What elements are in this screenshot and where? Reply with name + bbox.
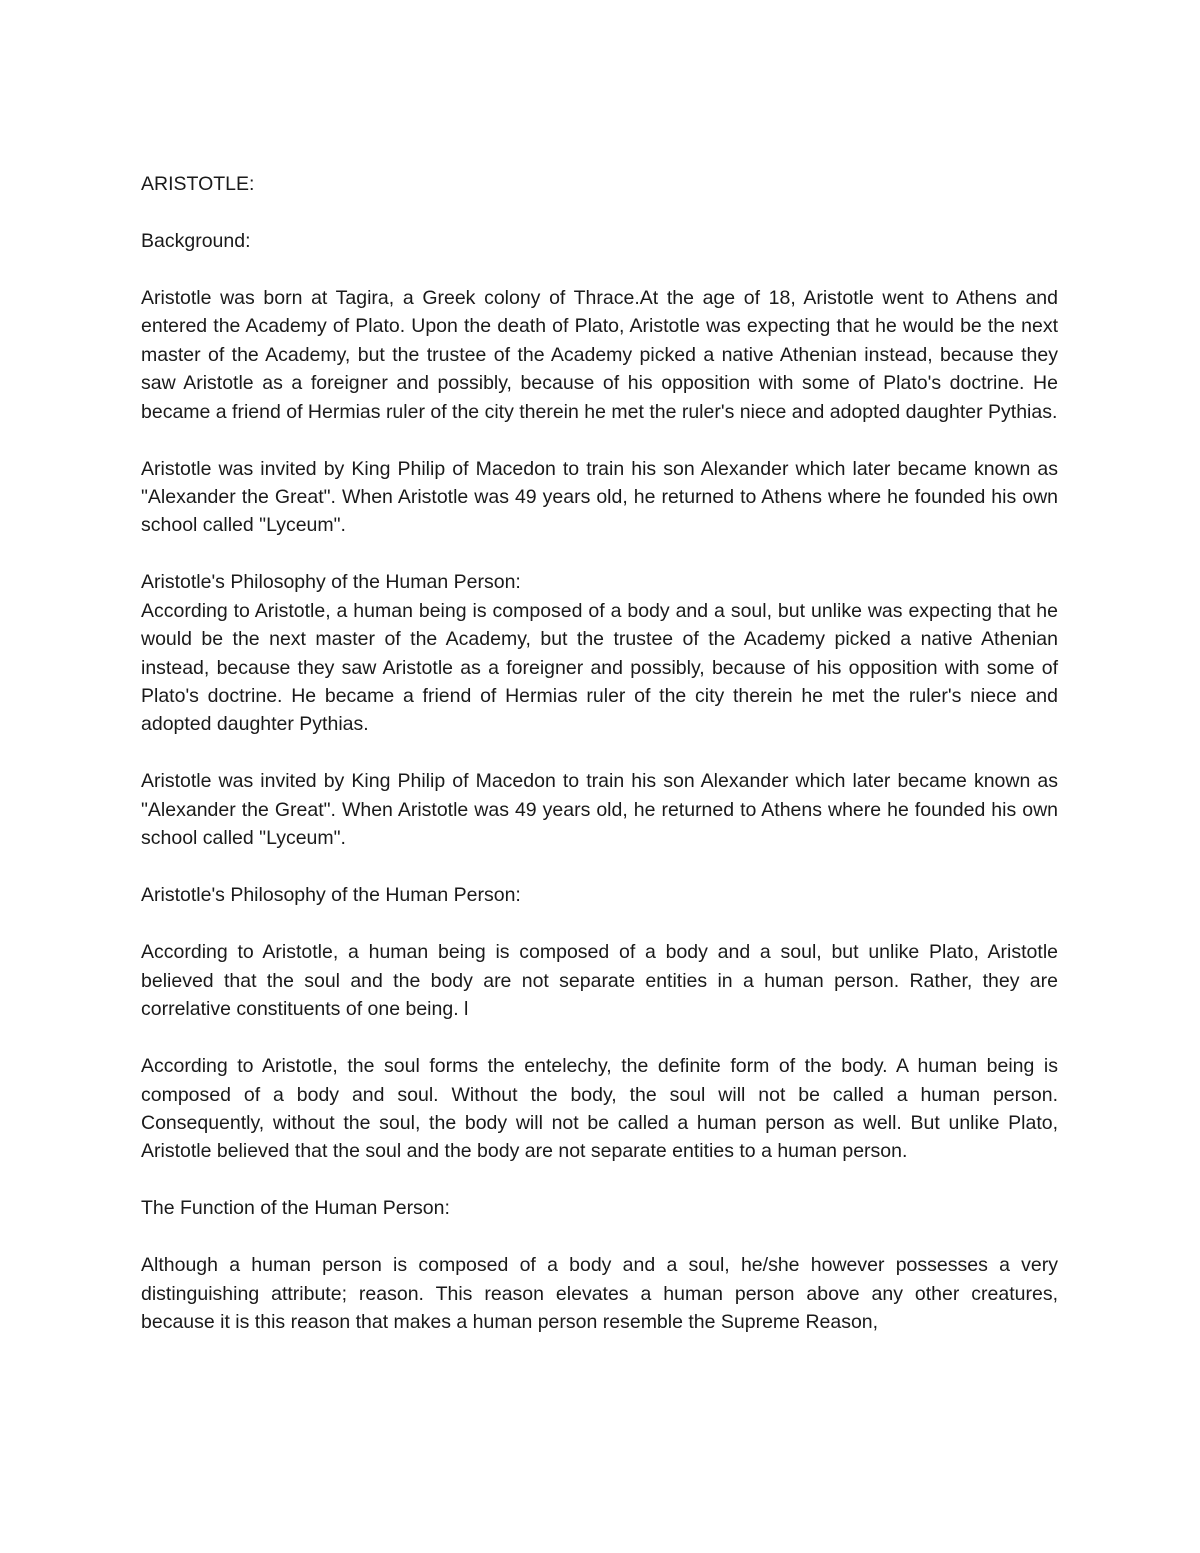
paragraph-body-soul: According to Aristotle, a human being is composed of a body and a soul, but unlike Plato, Aristotle believed that the soul and the body are not separate entities in a human person. Rather, they are correlative constituents of one being. l xyxy=(141,941,1058,1021)
paragraph-reason: Although a human person is composed of a body and a soul, he/she however possesses a very distinguishing attribute; reason. This reason elevates a human person above any other creatures, because it is this reason that makes a human person resemble the Supreme Reason, xyxy=(141,1254,1058,1334)
paragraph-invitation: Aristotle was invited by King Philip of Macedon to train his son Alexander which later became known as "Alexander the Great". When Aristotle was 49 years old, he returned to Athens where he founded his own school called "Lyceum". xyxy=(141,457,1058,537)
philosophy-heading-repeat: Aristotle's Philosophy of the Human Person: xyxy=(141,884,521,907)
background-heading: Background: xyxy=(141,230,251,252)
philosophy-heading: Aristotle's Philosophy of the Human Person: xyxy=(141,571,521,594)
paragraph-composition-repeat: According to Aristotle, a human being is composed of a body and a soul, but unlike was expecting that he would be the next master of the Academy, but the trustee of the Academy picked a native Athenian instead, because they saw Aristotle as a foreigner and possibly, because of his opposition with some of Plato's doctrine. He became a friend of Hermias ruler of the city therein he met the ruler's niece and adopted daughter Pythias. xyxy=(141,599,1058,736)
document-title: ARISTOTLE: xyxy=(141,173,255,195)
paragraph-invitation-repeat: Aristotle was invited by King Philip of Macedon to train his son Alexander which later became known as "Alexander the Great". When Aristotle was 49 years old, he returned to Athens where he founded his own school called "Lyceum". xyxy=(141,770,1058,850)
document-page xyxy=(141,170,1058,1337)
function-heading: The Function of the Human Person: xyxy=(141,1197,450,1220)
paragraph-entelechy: According to Aristotle, the soul forms the entelechy, the definite form of the body. A human being is composed of a body and soul. Without the body, the soul will not be called a human person. Consequently, without the soul, the body will not be called a human person as well. But unlike Plato, Aristotle believed that the soul and the body are not separate entities to a human person. xyxy=(141,1055,1058,1163)
paragraph-birth: Aristotle was born at Tagira, a Greek colony of Thrace.At the age of 18, Aristotle went to Athens and entered the Academy of Plato. Upon the death of Plato, Aristotle was expecting that he would be the next master of the Academy, but the trustee of the Academy picked a native Athenian instead, because they saw Aristotle as a foreigner and possibly, because of his opposition with some of Plato's doctrine. He became a friend of Hermias ruler of the city therein he met the ruler's niece and adopted daughter Pythias. xyxy=(141,287,1058,423)
